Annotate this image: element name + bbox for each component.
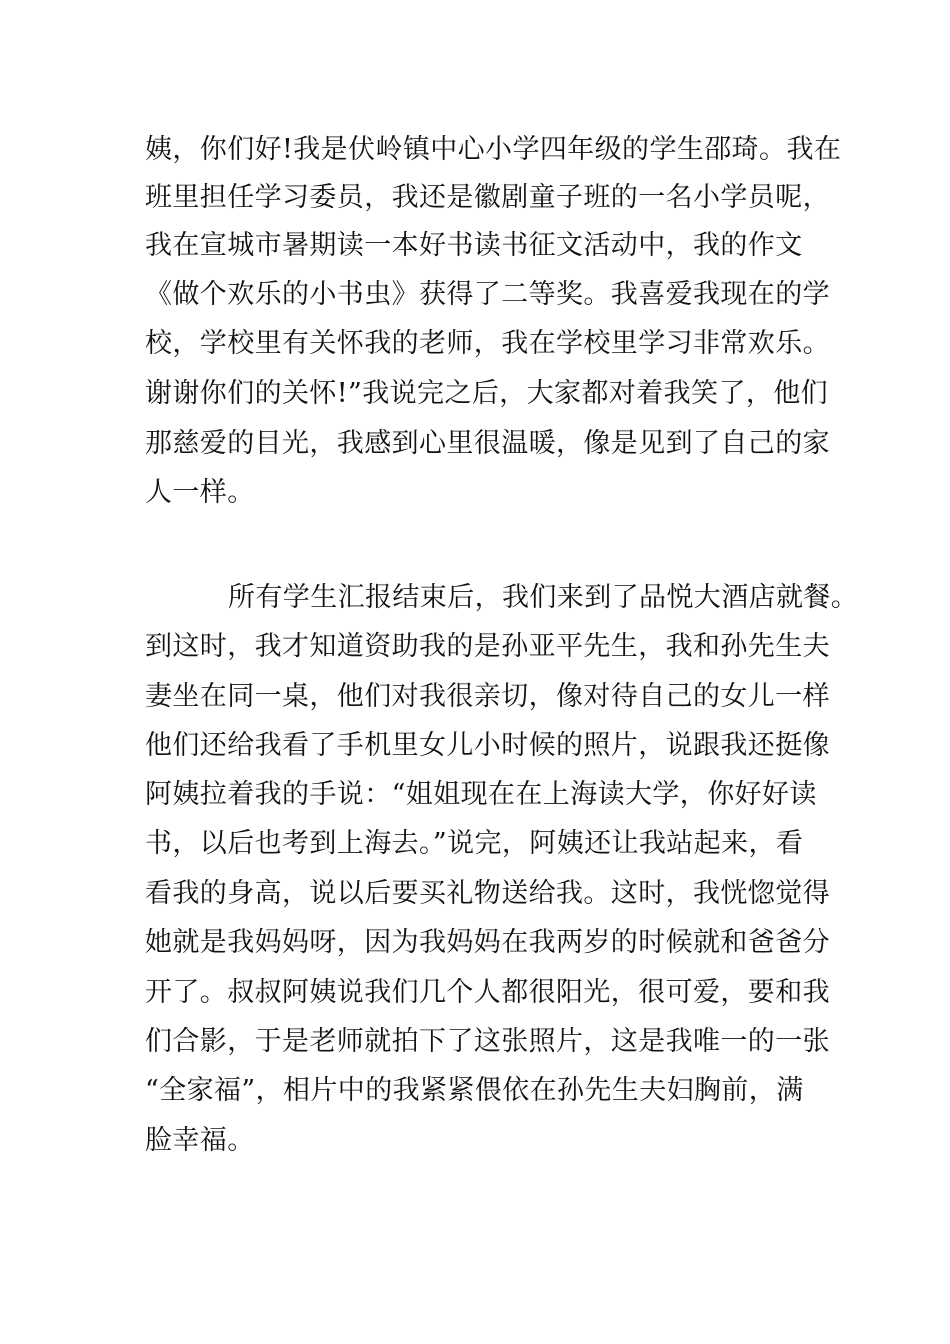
paragraph-2-line-11: “全家福”，相片中的我紧紧偎依在孙先生夫妇胸前，满 <box>145 1075 804 1106</box>
paragraph-2-line-6: 书，以后也考到上海去。”说完，阿姨还让我站起来，看 <box>145 828 804 859</box>
paragraph-2-line-1: 所有学生汇报结束后，我们来到了品悦大酒店就餐。 <box>228 582 859 613</box>
paragraph-2-line-12: 脸幸福。 <box>145 1125 255 1156</box>
paragraph-1-line-7: 那慈爱的目光，我感到心里很温暖，像是见到了自己的家 <box>145 428 830 459</box>
paragraph-2-line-2: 到这时，我才知道资助我的是孙亚平先生，我和孙先生夫 <box>145 631 830 662</box>
paragraph-2-line-4: 他们还给我看了手机里女儿小时候的照片，说跟我还挺像 <box>145 730 830 761</box>
paragraph-2-line-9: 开了。叔叔阿姨说我们几个人都很阳光，很可爱，要和我 <box>145 977 830 1008</box>
paragraph-2-line-10: 们合影，于是老师就拍下了这张照片，这是我唯一的一张 <box>145 1026 830 1057</box>
paragraph-1-line-5: 校，学校里有关怀我的老师，我在学校里学习非常欢乐。 <box>145 328 830 359</box>
paragraph-1-line-2: 班里担任学习委员，我还是徽剧童子班的一名小学员呢， <box>145 182 830 213</box>
paragraph-1-line-8: 人一样。 <box>145 477 255 508</box>
paragraph-2-line-8: 她就是我妈妈呀，因为我妈妈在我两岁的时候就和爸爸分 <box>145 927 830 958</box>
paragraph-1-line-6: 谢谢你们的关怀!”我说完之后，大家都对着我笑了，他们 <box>145 378 829 409</box>
paragraph-2-line-7: 看我的身高，说以后要买礼物送给我。这时，我恍惚觉得 <box>145 878 830 909</box>
paragraph-2-line-5: 阿姨拉着我的手说：“姐姐现在在上海读大学，你好好读 <box>145 779 817 810</box>
paragraph-1-line-3: 我在宣城市暑期读一本好书读书征文活动中，我的作文 <box>145 230 803 261</box>
paragraph-2-line-3: 妻坐在同一桌，他们对我很亲切，像对待自己的女儿一样 <box>145 681 830 712</box>
paragraph-1-line-1: 姨，你们好!我是伏岭镇中心小学四年级的学生邵琦。我在 <box>145 134 842 165</box>
paragraph-1-line-4: 《做个欢乐的小书虫》获得了二等奖。我喜爱我现在的学 <box>145 279 830 310</box>
